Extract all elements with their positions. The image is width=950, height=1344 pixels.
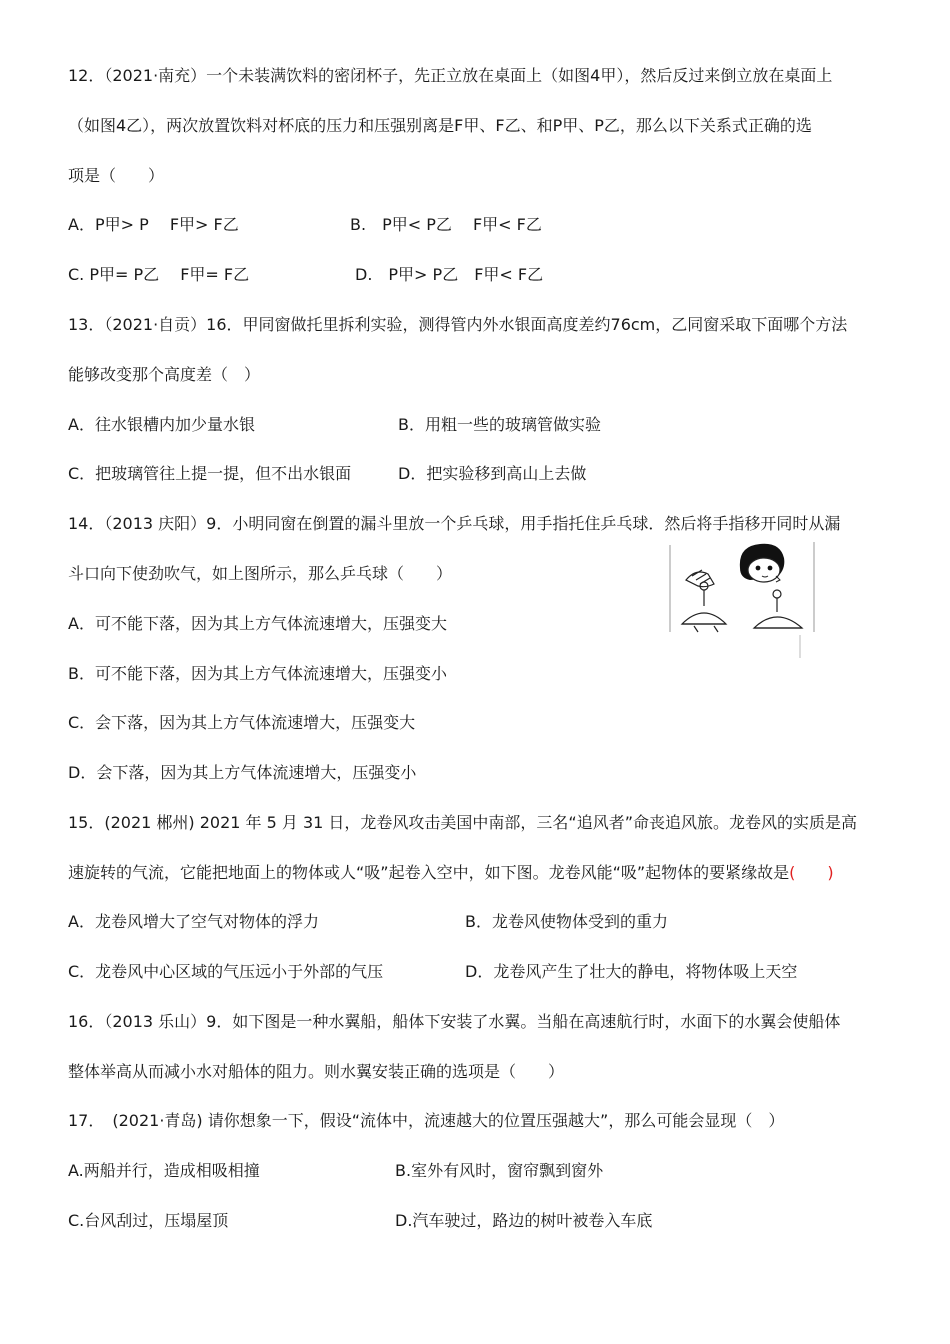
q12-option-c: C. P甲= P乙 F甲= F乙	[68, 265, 250, 284]
q13-stem-line1: 13．（2021·自贡）16．甲同窗做托里拆利实验，测得管内外水银面高度差约76cm，乙同窗采取下面哪个方法	[68, 315, 848, 334]
q12-stem-line2: （如图4乙），两次放置饮料对杯底的压力和压强别离是F甲、F乙、和P甲、P乙，那么以下关系式正确的选	[68, 116, 812, 135]
q15-option-d: D．龙卷风产生了壮大的静电，将物体吸上天空	[465, 962, 798, 981]
q15-option-c: C．龙卷风中心区域的气压远小于外部的气压	[68, 962, 384, 981]
q12-option-d: D. P甲> P乙 F甲< F乙	[355, 265, 544, 284]
q15-stem-line2	[68, 862, 834, 884]
q15-option-a: A．龙卷风增大了空气对物体的浮力	[68, 912, 319, 931]
q12-option-a: A．P甲> P F甲> F乙	[68, 215, 239, 234]
q15-option-b: B．龙卷风使物体受到的重力	[465, 912, 668, 931]
q13-option-d: D．把实验移到高山上去做	[398, 464, 587, 483]
q12-option-b: B. P甲< P乙 F甲< F乙	[350, 215, 542, 234]
q15-stem-line2-text: 速旋转的气流，它能把地面上的物体或人“吸”起卷入空中，如下图。龙卷风能“吸”起物体的要紧缘故是	[68, 863, 790, 882]
q13-stem-line2: 能够改变那个高度差（ ）	[68, 365, 261, 384]
q14-stem-line2: 斗口向下使劲吹气，如上图所示，那么乒乓球（ ）	[68, 564, 453, 583]
q14-option-c: C．会下落，因为其上方气体流速增大，压强变大	[68, 713, 416, 732]
q14-option-a: A．可不能下落，因为其上方气体流速增大，压强变大	[68, 614, 447, 633]
q14-stem-line1: 14．（2013 庆阳）9．小明同窗在倒置的漏斗里放一个乒乓球，用手指托住乒乓球．然后将手指移开同时从漏	[68, 514, 841, 533]
q15-stem-line1: 15．(2021 郴州) 2021 年 5 月 31 日，龙卷风攻击美国中南部，三名“追风者”命丧追风旅。龙卷风的实质是高	[68, 813, 858, 832]
q16-stem-line1: 16．（2013 乐山）9．如下图是一种水翼船，船体下安装了水翼。当船在高速航行时，水面下的水翼会使船体	[68, 1012, 841, 1031]
q13-option-c: C．把玻璃管往上提一提，但不出水银面	[68, 464, 352, 483]
q15-answer-paren: ( )	[789, 863, 834, 882]
q17-option-d: D.汽车驶过，路边的树叶被卷入车底	[395, 1211, 653, 1230]
q17-option-b: B.室外有风时，窗帘飘到窗外	[395, 1161, 604, 1180]
q17-option-a: A.两船并行，造成相吸相撞	[68, 1161, 260, 1180]
q17-option-c: C.台风刮过，压塌屋顶	[68, 1211, 229, 1230]
q17-stem-line1: 17． (2021·青岛) 请你想象一下，假设“流体中，流速越大的位置压强越大”，那么可能会显现（ ）	[68, 1111, 785, 1130]
funnel-ping-pong-figure	[668, 540, 818, 660]
q13-option-b: B．用粗一些的玻璃管做实验	[398, 415, 601, 434]
q12-stem-line1: 12．（2021·南充）一个未装满饮料的密闭杯子，先正立放在桌面上（如图4甲），然后反过来倒立放在桌面上	[68, 66, 833, 85]
q14-option-b: B．可不能下落，因为其上方气体流速增大，压强变小	[68, 664, 447, 683]
funnel-illustration	[668, 540, 818, 660]
q14-option-d: D．会下落，因为其上方气体流速增大，压强变小	[68, 763, 417, 782]
boy-blowing-sketch	[740, 544, 802, 628]
q13-option-a: A．往水银槽内加少量水银	[68, 415, 255, 434]
q16-stem-line2: 整体举高从而减小水对船体的阻力。则水翼安装正确的选项是（ ）	[68, 1062, 565, 1081]
hand-funnel-sketch	[682, 570, 726, 632]
q12-stem-line3: 项是（ ）	[68, 166, 165, 185]
